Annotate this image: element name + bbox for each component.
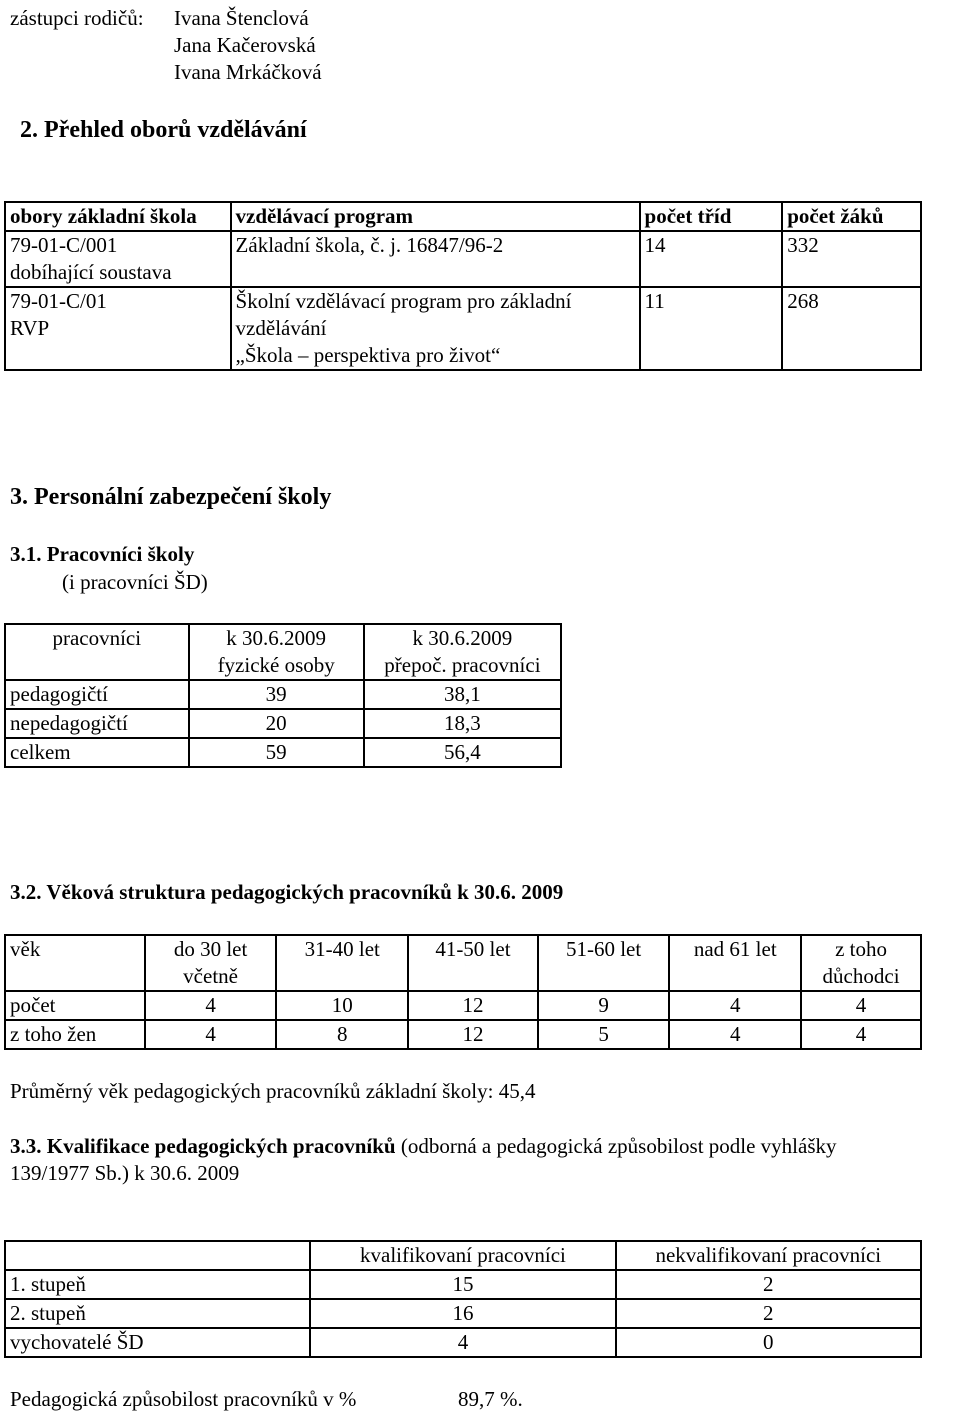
table-header-row [5, 202, 921, 231]
table-cell: 16 [310, 1299, 615, 1328]
table-cell: 0 [616, 1328, 921, 1357]
table-cell: 11 [640, 287, 783, 370]
table-row [5, 1020, 921, 1049]
table-header-row [5, 935, 921, 991]
table-header-cell [408, 935, 538, 991]
table-header-cell: počet žáků [782, 202, 921, 231]
section-3-3-title [10, 1132, 837, 1160]
parent-name: Jana Kačerovská [174, 33, 316, 57]
table-cell: nepedagogičtí [5, 709, 189, 738]
obor-code: 79-01-C/01 [10, 289, 107, 313]
table-header-cell [5, 935, 145, 991]
table-cell: 10 [276, 991, 408, 1020]
header-line: nad 61 let [693, 937, 777, 961]
table-header-cell [189, 624, 364, 680]
table-cell [231, 231, 640, 287]
table-row [5, 1328, 921, 1357]
table-cell: 4 [669, 1020, 801, 1049]
table-row [5, 991, 921, 1020]
table-cell: 1. stupeň [5, 1270, 310, 1299]
table-header-cell [276, 935, 408, 991]
table-header-cell: kvalifikovaní pracovníci [310, 1241, 615, 1270]
table-cell: 2 [616, 1270, 921, 1299]
section-2-title: 2. Přehled oborů vzdělávání [20, 117, 307, 143]
table-row [5, 231, 921, 287]
table-header-cell [5, 1241, 310, 1270]
competence-value: 89,7 %. [458, 1387, 523, 1411]
table-cell: 9 [538, 991, 670, 1020]
table-cell: 12 [408, 991, 538, 1020]
header-line: důchodci [822, 964, 900, 988]
table-header-cell [669, 935, 801, 991]
age-structure-table [4, 934, 922, 1050]
program-name: „Škola – perspektiva pro život“ [235, 343, 501, 367]
table-cell: celkem [5, 738, 189, 767]
header-line: do 30 let [173, 937, 248, 961]
header-line: fyzické osoby [217, 653, 335, 677]
table-cell: z toho žen [5, 1020, 145, 1049]
table-cell [5, 287, 231, 370]
table-row [5, 680, 561, 709]
table-header-cell [364, 624, 561, 680]
table-cell: 4 [145, 991, 277, 1020]
table-cell: počet [5, 991, 145, 1020]
header-line: včetně [183, 964, 238, 988]
program-name: Základní škola, č. j. 16847/96-2 [235, 233, 504, 257]
table-header-cell [5, 624, 189, 680]
section-3-2-title: 3.2. Věková struktura pedagogických pracovníků k 30.6. 2009 [10, 880, 564, 904]
header-line: věk [10, 937, 41, 961]
table-cell: 39 [189, 680, 364, 709]
table-header-row [5, 1241, 921, 1270]
header-line: k 30.6.2009 [412, 626, 513, 650]
section-3-3-title-rest: (odborná a pedagogická způsobilost podle vyhlášky [395, 1134, 837, 1158]
table-cell: 4 [801, 1020, 921, 1049]
table-header-cell [538, 935, 670, 991]
program-name: Školní vzdělávací program pro základní [235, 289, 572, 313]
table-cell: 332 [782, 231, 921, 287]
table-header-row [5, 624, 561, 680]
table-cell: 8 [276, 1020, 408, 1049]
header-line: z toho [835, 937, 887, 961]
header-line: k 30.6.2009 [226, 626, 327, 650]
table-cell: 20 [189, 709, 364, 738]
table-cell: 18,3 [364, 709, 561, 738]
table-cell: 4 [669, 991, 801, 1020]
section-3-3-title-line2: 139/1977 Sb.) k 30.6. 2009 [10, 1161, 240, 1185]
section-3-1-subtitle: (i pracovníci ŠD) [62, 570, 208, 594]
section-3-title: 3. Personální zabezpečení školy [10, 484, 332, 510]
table-cell: 2 [616, 1299, 921, 1328]
table-header-cell: obory základní škola [5, 202, 231, 231]
header-line: 31-40 let [304, 937, 380, 961]
table-cell: 15 [310, 1270, 615, 1299]
parents-label: zástupci rodičů: [10, 6, 144, 30]
table-cell: pedagogičtí [5, 680, 189, 709]
table-cell: 14 [640, 231, 783, 287]
parent-name: Ivana Mrkáčková [174, 60, 322, 84]
table-header-cell [801, 935, 921, 991]
parent-name: Ivana Štenclová [174, 6, 309, 30]
obor-note: dobíhající soustava [10, 260, 172, 284]
header-line: přepoč. pracovníci [384, 653, 541, 677]
table-cell: 38,1 [364, 680, 561, 709]
header-line: 51-60 let [565, 937, 642, 961]
table-cell: 59 [189, 738, 364, 767]
table-row [5, 1270, 921, 1299]
header-line: pracovníci [52, 626, 142, 650]
header-line: 41-50 let [435, 937, 511, 961]
table-cell: 56,4 [364, 738, 561, 767]
table-cell [231, 287, 640, 370]
table-header-cell [145, 935, 277, 991]
table-cell: vychovatelé ŠD [5, 1328, 310, 1357]
table-row [5, 738, 561, 767]
table-header-cell: vzdělávací program [231, 202, 640, 231]
competence-label: Pedagogická způsobilost pracovníků v % [10, 1387, 357, 1411]
table-header-cell: nekvalifikovaní pracovníci [616, 1241, 921, 1270]
staff-table [4, 623, 562, 768]
table-cell: 2. stupeň [5, 1299, 310, 1328]
table-header-cell: počet tříd [640, 202, 783, 231]
table-row [5, 709, 561, 738]
qualification-table [4, 1240, 922, 1358]
program-name: vzdělávání [235, 316, 327, 340]
study-fields-table [4, 201, 922, 371]
average-age-text: Průměrný věk pedagogických pracovníků základní školy: 45,4 [10, 1079, 536, 1103]
obor-note: RVP [10, 316, 50, 340]
table-cell: 268 [782, 287, 921, 370]
table-cell: 5 [538, 1020, 670, 1049]
table-cell: 4 [145, 1020, 277, 1049]
table-cell: 4 [801, 991, 921, 1020]
table-cell: 12 [408, 1020, 538, 1049]
table-row [5, 287, 921, 370]
table-cell: 4 [310, 1328, 615, 1357]
table-row [5, 1299, 921, 1328]
table-cell [5, 231, 231, 287]
obor-code: 79-01-C/001 [10, 233, 118, 257]
section-3-1-title: 3.1. Pracovníci školy [10, 542, 195, 566]
section-3-3-title-bold: 3.3. Kvalifikace pedagogických pracovníků [10, 1134, 396, 1158]
